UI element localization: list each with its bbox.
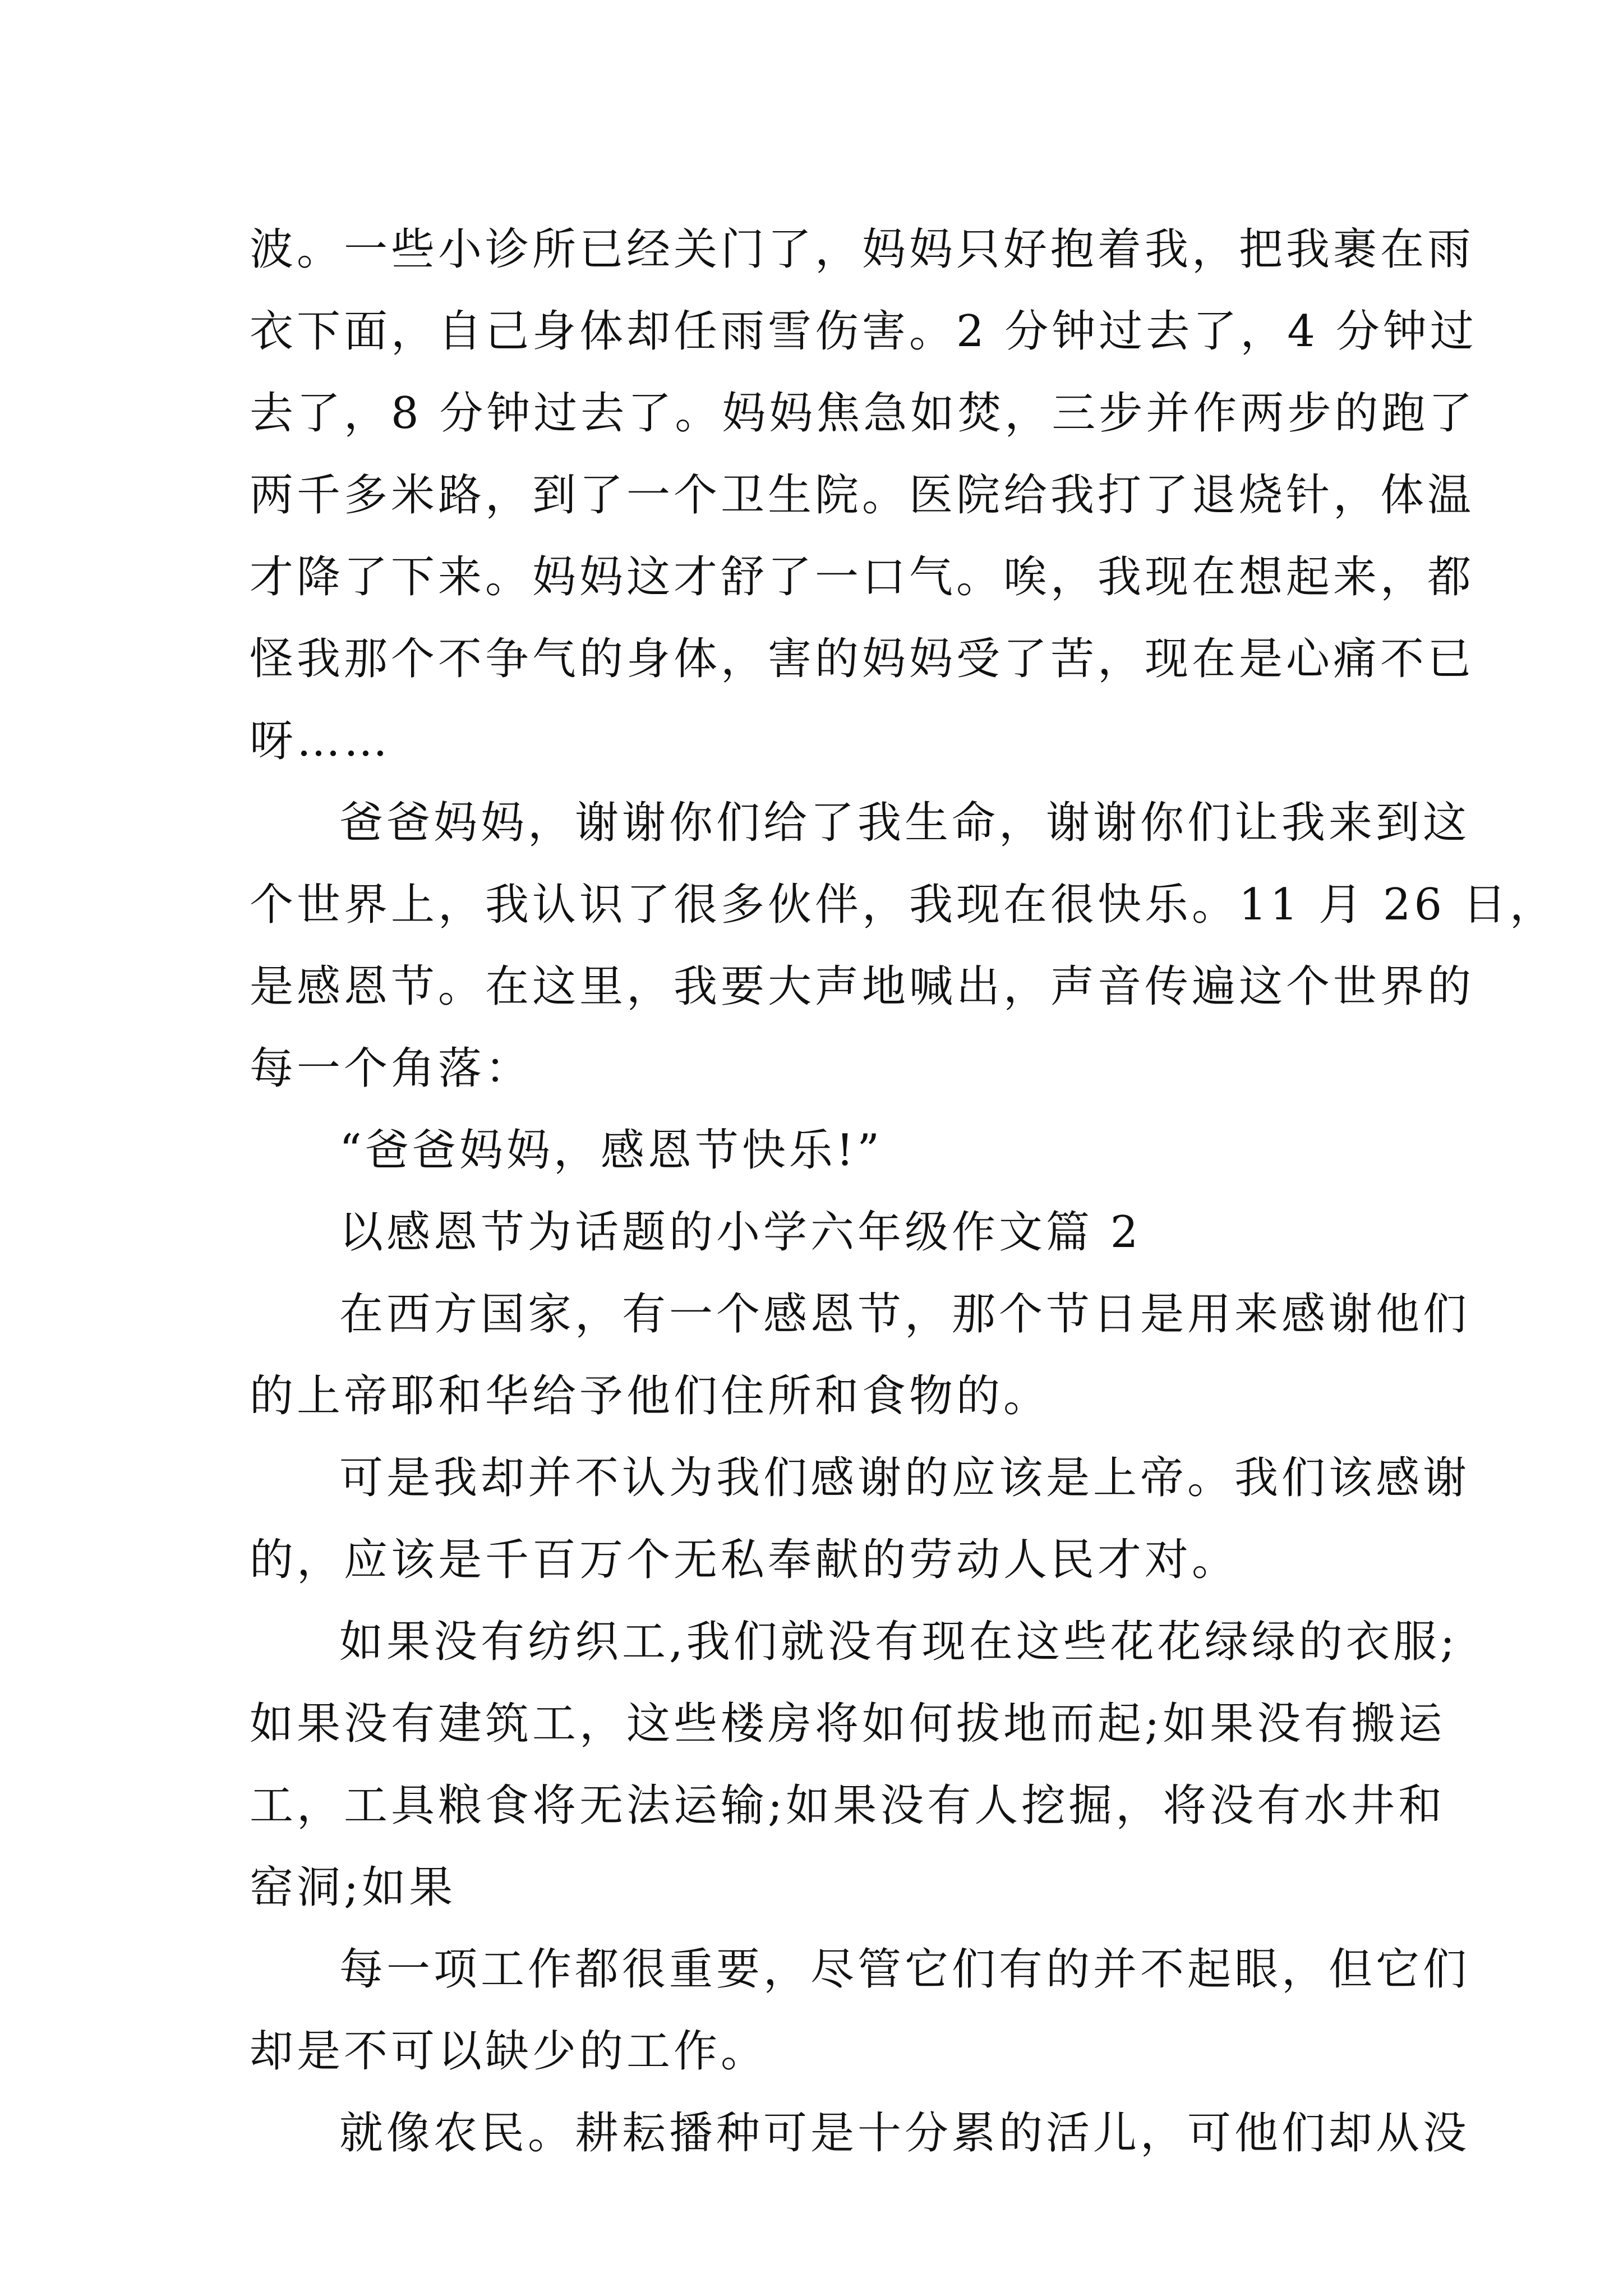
text-line: 去了，8 分钟过去了。妈妈焦急如焚，三步并作两步的跑了 — [250, 388, 1476, 439]
text-line: “爸爸妈妈，感恩节快乐!” — [339, 1125, 883, 1176]
text-line: 以感恩节为话题的小学六年级作文篇 2 — [339, 1207, 1142, 1258]
text-line: 才降了下来。妈妈这才舒了一口气。唉，我现在想起来，都 — [250, 552, 1475, 602]
text-line: 窑洞;如果 — [250, 1862, 457, 1913]
text-line: 却是不可以缺少的工作。 — [250, 2026, 768, 2077]
text-line: 每一个角落： — [250, 1043, 533, 1094]
text-line: 呀…… — [250, 716, 391, 766]
text-line: 的上帝耶和华给予他们住所和食物的。 — [250, 1371, 1051, 1421]
text-line: 工，工具粮食将无法运输;如果没有人挖掘，将没有水井和 — [250, 1780, 1446, 1831]
text-line: 在西方国家，有一个感恩节，那个节日是用来感谢他们 — [339, 1289, 1470, 1340]
text-line: 可是我却并不认为我们感谢的应该是上帝。我们该感谢 — [339, 1453, 1470, 1503]
text-line: 爸爸妈妈，谢谢你们给了我生命，谢谢你们让我来到这 — [339, 798, 1470, 848]
text-line: 怪我那个不争气的身体，害的妈妈受了苦，现在是心痛不已 — [250, 634, 1475, 684]
text-line: 衣下面，自己身体却任雨雪伤害。2 分钟过去了，4 分钟过 — [250, 306, 1477, 357]
text-line: 如果没有纺织工,我们就没有现在这些花花绿绿的衣服; — [339, 1617, 1459, 1667]
text-line: 如果没有建筑工，这些楼房将如何拔地而起;如果没有搬运 — [250, 1699, 1446, 1749]
text-line: 两千多米路，到了一个卫生院。医院给我打了退烧针，体温 — [250, 470, 1475, 521]
text-line: 每一项工作都很重要，尽管它们有的并不起眼，但它们 — [339, 1944, 1470, 1995]
text-line: 个世界上，我认识了很多伙伴，我现在很快乐。11 月 26 日， — [250, 880, 1557, 930]
text-line: 波。一些小诊所已经关门了，妈妈只好抱着我，把我裹在雨 — [250, 224, 1475, 275]
text-line: 就像农民。耕耘播种可是十分累的活儿，可他们却从没 — [339, 2108, 1470, 2159]
document-body — [250, 209, 1557, 2174]
text-line: 是感恩节。在这里，我要大声地喊出，声音传遍这个世界的 — [250, 961, 1475, 1012]
text-line: 的，应该是千百万个无私奉献的劳动人民才对。 — [250, 1535, 1239, 1585]
